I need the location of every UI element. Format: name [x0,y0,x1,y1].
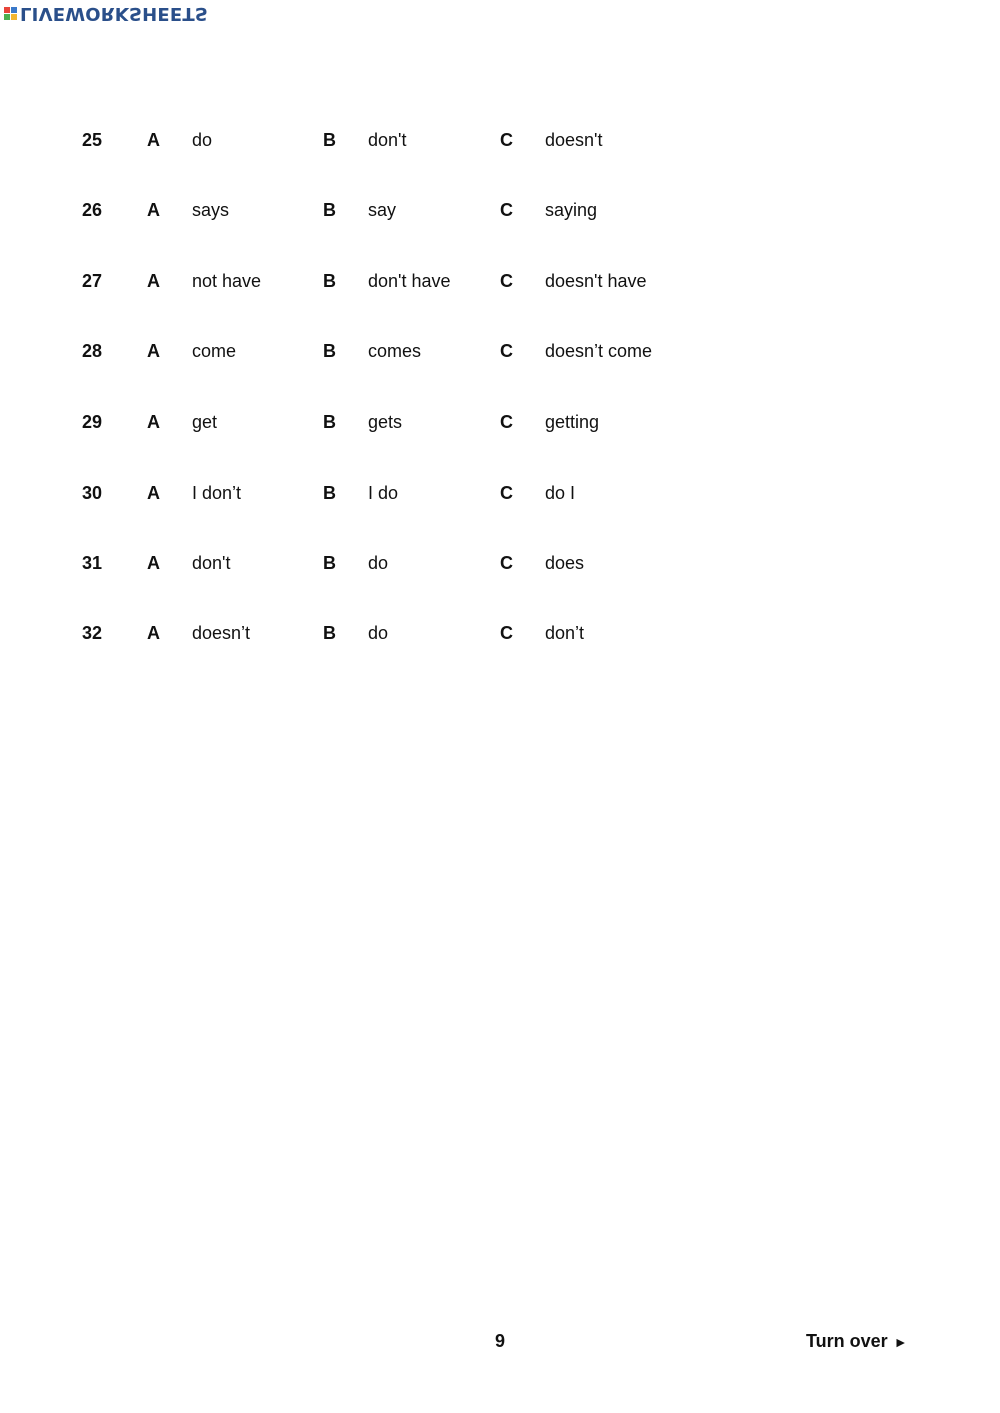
page-number: 9 [494,1331,505,1351]
question-number: 25 [82,130,103,150]
option-b-letter: B [323,271,336,291]
option-b-letter: B [323,412,336,432]
option-b-text[interactable]: do [368,623,389,643]
option-b-letter: B [323,483,336,503]
turn-over-label [806,1328,908,1355]
question-number: 27 [82,271,103,291]
option-a-text[interactable]: do [192,130,213,150]
question-row-29 [0,407,1000,437]
option-b-text[interactable]: don't have [368,271,451,291]
question-number: 32 [82,623,103,643]
option-b-letter: B [323,553,336,573]
question-number: 29 [82,412,103,432]
logo-squares-icon [4,7,17,20]
option-a-letter: A [147,412,160,432]
option-a-letter: A [147,553,160,573]
question-row-30 [0,478,1000,508]
option-c-letter: C [500,200,513,220]
question-row-28 [0,336,1000,366]
option-b-letter: B [323,341,336,361]
option-b-letter: B [323,623,336,643]
option-c-text[interactable]: saying [545,200,598,220]
option-c-letter: C [500,553,513,573]
option-c-letter: C [500,271,513,291]
option-c-text[interactable]: doesn't [545,130,603,150]
liveworksheets-logo [4,2,208,24]
turn-over-text: Turn over [806,1331,888,1351]
option-b-text[interactable]: do [368,553,389,573]
option-a-text[interactable]: get [192,412,218,432]
question-row-31 [0,548,1000,578]
option-c-text[interactable]: doesn't have [545,271,647,291]
option-a-text[interactable]: doesn’t [192,623,251,643]
option-a-letter: A [147,623,160,643]
option-c-letter: C [500,483,513,503]
option-b-text[interactable]: I do [368,483,399,503]
question-row-27 [0,266,1000,296]
option-c-text[interactable]: don’t [545,623,585,643]
question-number: 28 [82,341,103,361]
option-a-text[interactable]: don't [192,553,231,573]
option-c-letter: C [500,341,513,361]
option-a-text[interactable]: not have [192,271,262,291]
option-a-letter: A [147,200,160,220]
option-a-letter: A [147,130,160,150]
option-c-text[interactable]: does [545,553,585,573]
arrow-right-icon: ► [893,1334,908,1350]
option-c-letter: C [500,623,513,643]
option-a-text[interactable]: I don’t [192,483,242,503]
option-c-text[interactable]: do I [545,483,576,503]
option-b-text[interactable]: don't [368,130,407,150]
option-b-text[interactable]: gets [368,412,403,432]
option-a-letter: A [147,271,160,291]
option-b-letter: B [323,130,336,150]
logo-text: LIVEWORKSHEETS [20,3,209,24]
question-number: 26 [82,200,103,220]
option-c-text[interactable]: doesn’t come [545,341,653,361]
option-b-text[interactable]: say [368,200,397,220]
option-a-text[interactable]: says [192,200,230,220]
option-b-letter: B [323,200,336,220]
option-b-text[interactable]: comes [368,341,422,361]
question-row-32 [0,618,1000,648]
option-a-letter: A [147,341,160,361]
question-row-25 [0,125,1000,155]
option-c-letter: C [500,412,513,432]
question-number: 31 [82,553,103,573]
question-row-26 [0,195,1000,225]
option-a-text[interactable]: come [192,341,237,361]
question-number: 30 [82,483,103,503]
option-c-text[interactable]: getting [545,412,600,432]
option-a-letter: A [147,483,160,503]
option-c-letter: C [500,130,513,150]
